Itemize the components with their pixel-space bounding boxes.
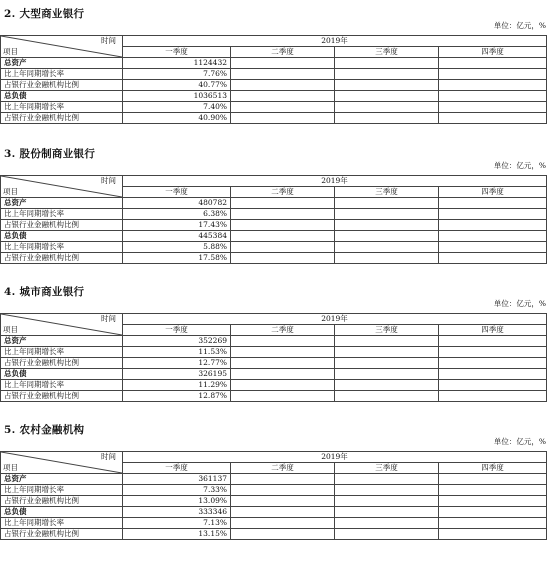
row-value-q1: 40.90% (123, 113, 231, 124)
row-value-q1: 7.13% (123, 518, 231, 529)
row-value-q1: 1124432 (123, 58, 231, 69)
table-row (1, 58, 547, 69)
row-value-q1: 7.76% (123, 69, 231, 80)
row-value-q1: 12.77% (123, 358, 231, 369)
table-row (1, 91, 547, 102)
unit-label: 单位：亿元，% (493, 21, 546, 30)
header-q4: 四季度 (439, 325, 547, 336)
table-row (1, 380, 547, 391)
row-value-q1: 6.38% (123, 209, 231, 220)
row-label-total-assets: 总资产 (1, 58, 123, 69)
unit-label: 单位：亿元，% (493, 161, 546, 170)
row-value-q1: 480782 (123, 198, 231, 209)
header-q3: 三季度 (335, 47, 439, 58)
row-label-share: 占银行业金融机构比例 (1, 80, 123, 91)
data-table (0, 451, 547, 540)
row-value-q1: 13.15% (123, 529, 231, 540)
row-value-q1: 361137 (123, 474, 231, 485)
row-value-q1: 40.77% (123, 80, 231, 91)
table-row (1, 80, 547, 91)
data-table (0, 313, 547, 402)
header-q3: 三季度 (335, 187, 439, 198)
row-label-total-assets: 总资产 (1, 474, 123, 485)
row-label-yoy-growth: 比上年同期增长率 (1, 518, 123, 529)
header-time: 时间 (101, 36, 116, 45)
table-row (1, 253, 547, 264)
row-value-q1: 326195 (123, 369, 231, 380)
row-value-q1: 7.33% (123, 485, 231, 496)
table-row (1, 529, 547, 540)
row-label-total-liabilities: 总负债 (1, 369, 123, 380)
row-label-yoy-growth: 比上年同期增长率 (1, 347, 123, 358)
row-label-share: 占银行业金融机构比例 (1, 253, 123, 264)
header-year: 2019年 (123, 452, 547, 463)
row-label-total-liabilities: 总负债 (1, 91, 123, 102)
header-item: 项目 (3, 187, 18, 196)
row-value-q1: 13.09% (123, 496, 231, 507)
header-q4: 四季度 (439, 47, 547, 58)
table-row (1, 391, 547, 402)
row-value-q1: 12.87% (123, 391, 231, 402)
header-time: 时间 (101, 176, 116, 185)
table-row (1, 336, 547, 347)
table-row (1, 518, 547, 529)
header-q1: 一季度 (123, 463, 231, 474)
table-row (1, 369, 547, 380)
header-time: 时间 (101, 314, 116, 323)
unit-label: 单位：亿元，% (493, 437, 546, 446)
row-label-share: 占银行业金融机构比例 (1, 496, 123, 507)
table-row (1, 209, 547, 220)
row-label-share: 占银行业金融机构比例 (1, 391, 123, 402)
diagonal-header-cell (1, 176, 123, 198)
header-q2: 二季度 (231, 325, 335, 336)
row-label-yoy-growth: 比上年同期增长率 (1, 380, 123, 391)
header-year: 2019年 (123, 36, 547, 47)
table-row (1, 231, 547, 242)
row-value-q1: 1036513 (123, 91, 231, 102)
row-label-share: 占银行业金融机构比例 (1, 529, 123, 540)
row-value-q1: 333346 (123, 507, 231, 518)
row-value-q1: 17.58% (123, 253, 231, 264)
table-row (1, 347, 547, 358)
header-q2: 二季度 (231, 47, 335, 58)
row-value-q1: 11.29% (123, 380, 231, 391)
section-title: 5. 农村金融机构 (4, 424, 85, 436)
row-label-share: 占银行业金融机构比例 (1, 113, 123, 124)
row-value-q1: 5.88% (123, 242, 231, 253)
row-label-total-assets: 总资产 (1, 198, 123, 209)
row-label-yoy-growth: 比上年同期增长率 (1, 69, 123, 80)
unit-label: 单位：亿元，% (493, 299, 546, 308)
table-row (1, 358, 547, 369)
table-row (1, 474, 547, 485)
header-q4: 四季度 (439, 463, 547, 474)
row-label-yoy-growth: 比上年同期增长率 (1, 242, 123, 253)
row-label-yoy-growth: 比上年同期增长率 (1, 209, 123, 220)
section-title: 3. 股份制商业银行 (4, 148, 96, 160)
row-value-q1: 352269 (123, 336, 231, 347)
row-label-share: 占银行业金融机构比例 (1, 358, 123, 369)
header-q3: 三季度 (335, 463, 439, 474)
section-title: 4. 城市商业银行 (4, 286, 85, 298)
header-time: 时间 (101, 452, 116, 461)
header-q1: 一季度 (123, 47, 231, 58)
data-table (0, 35, 547, 124)
table-row (1, 507, 547, 518)
table-row (1, 485, 547, 496)
header-q4: 四季度 (439, 187, 547, 198)
row-value-q1: 7.40% (123, 102, 231, 113)
table-row (1, 496, 547, 507)
table-row (1, 220, 547, 231)
row-value-q1: 445384 (123, 231, 231, 242)
header-item: 项目 (3, 325, 18, 334)
table-row (1, 198, 547, 209)
row-label-share: 占银行业金融机构比例 (1, 220, 123, 231)
data-table (0, 175, 547, 264)
header-q2: 二季度 (231, 187, 335, 198)
table-row (1, 113, 547, 124)
diagonal-header-cell (1, 36, 123, 58)
row-value-q1: 17.43% (123, 220, 231, 231)
row-label-total-liabilities: 总负债 (1, 231, 123, 242)
header-item: 项目 (3, 463, 18, 472)
section-title: 2. 大型商业银行 (4, 8, 85, 20)
header-q1: 一季度 (123, 325, 231, 336)
row-label-yoy-growth: 比上年同期增长率 (1, 102, 123, 113)
diagonal-header-cell (1, 314, 123, 336)
row-value-q1: 11.53% (123, 347, 231, 358)
diagonal-header-cell (1, 452, 123, 474)
table-row (1, 69, 547, 80)
header-q1: 一季度 (123, 187, 231, 198)
header-year: 2019年 (123, 314, 547, 325)
header-q3: 三季度 (335, 325, 439, 336)
header-item: 项目 (3, 47, 18, 56)
header-year: 2019年 (123, 176, 547, 187)
table-row (1, 102, 547, 113)
row-label-yoy-growth: 比上年同期增长率 (1, 485, 123, 496)
header-q2: 二季度 (231, 463, 335, 474)
table-row (1, 242, 547, 253)
row-label-total-liabilities: 总负债 (1, 507, 123, 518)
row-label-total-assets: 总资产 (1, 336, 123, 347)
